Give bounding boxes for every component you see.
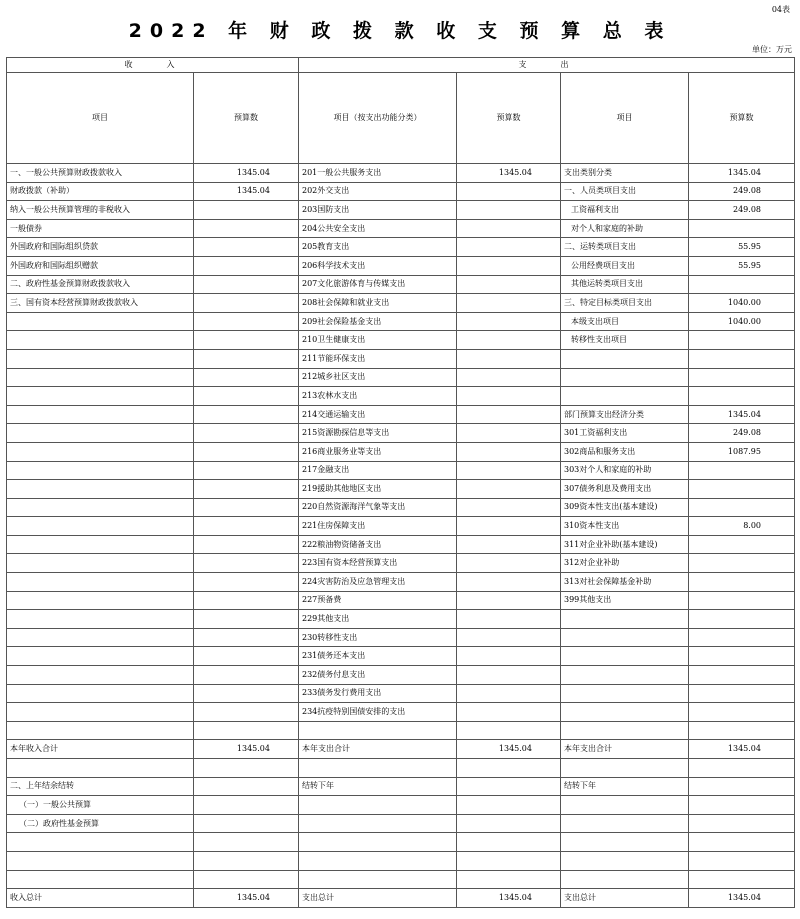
cell-function-item: 结转下年 [299, 777, 457, 796]
cell-category-amount [689, 833, 795, 852]
cell-function-amount [457, 275, 561, 294]
cell-income-amount [194, 517, 299, 536]
cell-category-item: 303对个人和家庭的补助 [561, 461, 689, 480]
cell-category-item [561, 349, 689, 368]
cell-category-amount [689, 796, 795, 815]
cell-category-item [561, 851, 689, 870]
cell-function-item: 217金融支出 [299, 461, 457, 480]
table-row [7, 480, 795, 499]
cell-category-item: 结转下年 [561, 777, 689, 796]
cell-function-item: 支出总计 [299, 889, 457, 908]
cell-function-amount [457, 442, 561, 461]
cell-category-item: 三、特定目标类项目支出 [561, 294, 689, 313]
cell-category-amount [689, 368, 795, 387]
cell-category-amount: 1087.95 [689, 442, 795, 461]
cell-function-item: 223国有资本经营预算支出 [299, 554, 457, 573]
cell-function-amount [457, 777, 561, 796]
cell-income-item [7, 647, 194, 666]
table-row [7, 740, 795, 759]
table-row [7, 684, 795, 703]
cell-function-item: 230转移性支出 [299, 628, 457, 647]
cell-category-item: 部门预算支出经济分类 [561, 405, 689, 424]
cell-income-amount [194, 424, 299, 443]
cell-category-item: 支出总计 [561, 889, 689, 908]
cell-category-item: 二、运转类项目支出 [561, 238, 689, 257]
cell-income-amount [194, 442, 299, 461]
header-income-amount: 预算数 [194, 73, 299, 164]
cell-function-item: 221住房保障支出 [299, 517, 457, 536]
cell-category-item: 302商品和服务支出 [561, 442, 689, 461]
cell-income-item [7, 666, 194, 685]
cell-category-amount: 1345.04 [689, 164, 795, 183]
cell-function-item: 202外交支出 [299, 182, 457, 201]
cell-income-item: 三、国有资本经营预算财政拨款收入 [7, 294, 194, 313]
cell-category-item: 本级支出项目 [561, 312, 689, 331]
cell-category-item: 309资本性支出(基本建设) [561, 498, 689, 517]
cell-function-amount [457, 554, 561, 573]
cell-category-amount [689, 870, 795, 889]
cell-category-amount [689, 498, 795, 517]
cell-function-item: 207文化旅游体育与传媒支出 [299, 275, 457, 294]
cell-category-amount [689, 461, 795, 480]
cell-function-amount [457, 461, 561, 480]
cell-income-item [7, 721, 194, 740]
table-row [7, 461, 795, 480]
cell-function-item: 224灾害防治及应急管理支出 [299, 573, 457, 592]
cell-category-item [561, 721, 689, 740]
cell-income-amount [194, 201, 299, 220]
cell-income-amount [194, 851, 299, 870]
cell-function-item: 206科学技术支出 [299, 256, 457, 275]
cell-function-amount [457, 498, 561, 517]
cell-category-amount [689, 387, 795, 406]
cell-income-item: （一）一般公共预算 [7, 796, 194, 815]
cell-income-amount [194, 666, 299, 685]
table-row [7, 666, 795, 685]
header-category-item: 项目 [561, 73, 689, 164]
cell-function-item: 232债务付息支出 [299, 666, 457, 685]
cell-income-amount [194, 331, 299, 350]
cell-function-amount [457, 666, 561, 685]
cell-category-amount [689, 591, 795, 610]
budget-table [6, 57, 795, 908]
cell-function-item: 214交通运输支出 [299, 405, 457, 424]
cell-function-amount [457, 591, 561, 610]
cell-income-amount [194, 498, 299, 517]
cell-category-amount [689, 777, 795, 796]
cell-income-amount: 1345.04 [194, 164, 299, 183]
cell-function-amount [457, 833, 561, 852]
cell-function-item: 210卫生健康支出 [299, 331, 457, 350]
table-row [7, 275, 795, 294]
cell-category-item: 一、人员类项目支出 [561, 182, 689, 201]
cell-function-amount: 1345.04 [457, 740, 561, 759]
cell-category-amount: 1040.00 [689, 294, 795, 313]
table-row [7, 312, 795, 331]
cell-category-item [561, 684, 689, 703]
cell-income-amount [194, 759, 299, 778]
section-header-row [7, 58, 795, 73]
unit-label: 单位：万元 [752, 45, 792, 54]
table-row [7, 796, 795, 815]
cell-income-item [7, 684, 194, 703]
cell-function-item [299, 833, 457, 852]
cell-category-amount [689, 703, 795, 722]
table-row [7, 349, 795, 368]
table-row [7, 498, 795, 517]
cell-function-item: 204公共安全支出 [299, 219, 457, 238]
cell-function-item: 234抗疫特别国债安排的支出 [299, 703, 457, 722]
cell-function-item [299, 851, 457, 870]
cell-function-item: 227预备费 [299, 591, 457, 610]
cell-category-item: 公用经费项目支出 [561, 256, 689, 275]
table-row [7, 573, 795, 592]
cell-income-item [7, 405, 194, 424]
cell-income-amount [194, 833, 299, 852]
table-row [7, 424, 795, 443]
cell-category-item [561, 703, 689, 722]
cell-function-amount [457, 628, 561, 647]
cell-category-amount [689, 610, 795, 629]
cell-income-amount [194, 870, 299, 889]
cell-category-item [561, 870, 689, 889]
cell-income-item [7, 628, 194, 647]
cell-income-amount [194, 535, 299, 554]
cell-category-item [561, 610, 689, 629]
cell-category-item: 转移性支出项目 [561, 331, 689, 350]
cell-income-item: 二、上年结余结转 [7, 777, 194, 796]
cell-function-amount [457, 256, 561, 275]
cell-income-item: 外国政府和国际组织赠款 [7, 256, 194, 275]
cell-income-amount [194, 684, 299, 703]
cell-function-item: 216商业服务业等支出 [299, 442, 457, 461]
cell-income-item [7, 368, 194, 387]
cell-function-item: 219援助其他地区支出 [299, 480, 457, 499]
cell-income-amount [194, 461, 299, 480]
table-row [7, 554, 795, 573]
cell-function-amount [457, 480, 561, 499]
section-expense: 支 出 [299, 58, 795, 73]
cell-income-amount [194, 219, 299, 238]
column-header-row [7, 73, 795, 164]
cell-category-amount [689, 814, 795, 833]
cell-function-amount [457, 387, 561, 406]
cell-category-amount [689, 851, 795, 870]
form-code: 04表 [771, 5, 790, 14]
table-row [7, 405, 795, 424]
cell-category-amount [689, 554, 795, 573]
cell-income-amount [194, 554, 299, 573]
cell-income-amount [194, 573, 299, 592]
cell-income-item [7, 554, 194, 573]
cell-function-item [299, 870, 457, 889]
header-function-item: 项目（按支出功能分类） [299, 73, 457, 164]
cell-income-amount [194, 387, 299, 406]
cell-income-item [7, 517, 194, 536]
cell-category-amount [689, 219, 795, 238]
cell-income-item [7, 312, 194, 331]
table-row [7, 759, 795, 778]
cell-function-amount [457, 182, 561, 201]
cell-category-amount: 1345.04 [689, 889, 795, 908]
cell-category-amount: 55.95 [689, 256, 795, 275]
table-row [7, 294, 795, 313]
cell-income-item: 收入总计 [7, 889, 194, 908]
cell-category-amount [689, 759, 795, 778]
cell-function-item: 229其他支出 [299, 610, 457, 629]
page-title: 2022 年 财 政 拨 款 收 支 预 算 总 表 [128, 20, 672, 42]
cell-category-amount [689, 684, 795, 703]
cell-income-amount: 1345.04 [194, 182, 299, 201]
cell-function-amount [457, 814, 561, 833]
table-row [7, 219, 795, 238]
cell-income-amount [194, 368, 299, 387]
table-row [7, 182, 795, 201]
cell-function-amount [457, 331, 561, 350]
cell-function-amount [457, 294, 561, 313]
cell-function-item: 209社会保险基金支出 [299, 312, 457, 331]
cell-function-item: 本年支出合计 [299, 740, 457, 759]
cell-income-item: （二）政府性基金预算 [7, 814, 194, 833]
cell-function-amount: 1345.04 [457, 889, 561, 908]
table-row [7, 331, 795, 350]
cell-income-amount [194, 591, 299, 610]
cell-category-amount [689, 535, 795, 554]
cell-income-amount [194, 814, 299, 833]
cell-function-amount [457, 796, 561, 815]
cell-category-amount [689, 480, 795, 499]
table-row [7, 870, 795, 889]
cell-function-item [299, 759, 457, 778]
cell-category-item [561, 814, 689, 833]
table-row [7, 610, 795, 629]
cell-function-amount: 1345.04 [457, 164, 561, 183]
cell-category-amount: 249.08 [689, 424, 795, 443]
cell-category-item [561, 628, 689, 647]
cell-income-item [7, 833, 194, 852]
cell-category-item: 本年支出合计 [561, 740, 689, 759]
cell-income-item [7, 759, 194, 778]
cell-function-item: 233债务发行费用支出 [299, 684, 457, 703]
cell-income-amount [194, 777, 299, 796]
cell-category-item [561, 387, 689, 406]
cell-function-item: 211节能环保支出 [299, 349, 457, 368]
header-category-amount: 预算数 [689, 73, 795, 164]
cell-income-amount: 1345.04 [194, 889, 299, 908]
cell-function-item [299, 721, 457, 740]
cell-category-item: 310资本性支出 [561, 517, 689, 536]
cell-category-item: 其他运转类项目支出 [561, 275, 689, 294]
cell-category-item [561, 796, 689, 815]
cell-function-amount [457, 517, 561, 536]
cell-income-item [7, 591, 194, 610]
cell-income-item: 纳入一般公共预算管理的非税收入 [7, 201, 194, 220]
header-function-amount: 预算数 [457, 73, 561, 164]
cell-function-item: 205教育支出 [299, 238, 457, 257]
table-row [7, 721, 795, 740]
cell-category-item [561, 666, 689, 685]
cell-function-amount [457, 238, 561, 257]
cell-function-amount [457, 721, 561, 740]
cell-function-item: 215资源勘探信息等支出 [299, 424, 457, 443]
cell-category-amount [689, 331, 795, 350]
cell-function-amount [457, 405, 561, 424]
cell-function-amount [457, 647, 561, 666]
cell-income-item [7, 703, 194, 722]
cell-category-item: 对个人和家庭的补助 [561, 219, 689, 238]
cell-income-amount: 1345.04 [194, 740, 299, 759]
cell-category-item [561, 759, 689, 778]
cell-income-amount [194, 610, 299, 629]
cell-function-amount [457, 201, 561, 220]
cell-function-amount [457, 535, 561, 554]
cell-category-amount: 1345.04 [689, 405, 795, 424]
cell-income-item: 一般债券 [7, 219, 194, 238]
cell-income-amount [194, 480, 299, 499]
cell-function-amount [457, 349, 561, 368]
cell-income-amount [194, 256, 299, 275]
cell-income-item [7, 442, 194, 461]
cell-income-item: 一、一般公共预算财政拨款收入 [7, 164, 194, 183]
cell-income-item [7, 870, 194, 889]
cell-category-amount: 1345.04 [689, 740, 795, 759]
cell-income-item [7, 387, 194, 406]
table-row [7, 889, 795, 908]
cell-income-item: 外国政府和国际组织贷款 [7, 238, 194, 257]
table-row [7, 387, 795, 406]
cell-category-item [561, 368, 689, 387]
cell-function-item: 222粮油物资储备支出 [299, 535, 457, 554]
table-row [7, 647, 795, 666]
cell-function-amount [457, 870, 561, 889]
cell-income-item [7, 424, 194, 443]
cell-function-item: 203国防支出 [299, 201, 457, 220]
cell-function-amount [457, 424, 561, 443]
cell-category-amount: 1040.00 [689, 312, 795, 331]
cell-function-amount [457, 368, 561, 387]
cell-category-amount [689, 275, 795, 294]
cell-income-amount [194, 275, 299, 294]
cell-category-amount: 55.95 [689, 238, 795, 257]
cell-category-amount [689, 349, 795, 368]
cell-income-amount [194, 349, 299, 368]
table-row [7, 442, 795, 461]
cell-category-item: 307债务利息及费用支出 [561, 480, 689, 499]
cell-function-amount [457, 312, 561, 331]
table-row [7, 164, 795, 183]
table-row [7, 238, 795, 257]
cell-category-item: 工资福利支出 [561, 201, 689, 220]
cell-category-item [561, 647, 689, 666]
cell-category-item: 311对企业补助(基本建设) [561, 535, 689, 554]
cell-function-item: 201一般公共服务支出 [299, 164, 457, 183]
cell-income-item [7, 498, 194, 517]
cell-function-amount [457, 759, 561, 778]
cell-income-item [7, 535, 194, 554]
cell-category-amount [689, 573, 795, 592]
cell-category-amount: 249.08 [689, 201, 795, 220]
cell-function-amount [457, 851, 561, 870]
table-row [7, 591, 795, 610]
cell-function-amount [457, 219, 561, 238]
cell-category-item: 312对企业补助 [561, 554, 689, 573]
table-row [7, 814, 795, 833]
cell-function-amount [457, 703, 561, 722]
cell-category-amount: 8.00 [689, 517, 795, 536]
cell-category-amount [689, 666, 795, 685]
table-row [7, 368, 795, 387]
table-row [7, 201, 795, 220]
cell-category-item: 301工资福利支出 [561, 424, 689, 443]
table-row [7, 535, 795, 554]
cell-function-amount [457, 573, 561, 592]
cell-function-item: 220自然资源海洋气象等支出 [299, 498, 457, 517]
cell-category-item [561, 833, 689, 852]
cell-income-item [7, 331, 194, 350]
cell-category-amount: 249.08 [689, 182, 795, 201]
header-income-item: 项目 [7, 73, 194, 164]
section-income: 收 入 [7, 58, 299, 73]
table-row [7, 851, 795, 870]
cell-function-amount [457, 684, 561, 703]
cell-category-item: 313对社会保障基金补助 [561, 573, 689, 592]
cell-income-amount [194, 721, 299, 740]
cell-income-item: 二、政府性基金预算财政拨款收入 [7, 275, 194, 294]
cell-function-item: 212城乡社区支出 [299, 368, 457, 387]
cell-income-item [7, 480, 194, 499]
cell-income-amount [194, 238, 299, 257]
cell-income-amount [194, 405, 299, 424]
table-row [7, 833, 795, 852]
cell-income-item [7, 461, 194, 480]
cell-income-amount [194, 703, 299, 722]
cell-income-item: 本年收入合计 [7, 740, 194, 759]
table-row [7, 256, 795, 275]
cell-function-item [299, 796, 457, 815]
cell-function-item: 231债务还本支出 [299, 647, 457, 666]
cell-category-amount [689, 628, 795, 647]
cell-income-item [7, 610, 194, 629]
cell-category-amount [689, 721, 795, 740]
cell-function-item [299, 814, 457, 833]
cell-category-item: 支出类别分类 [561, 164, 689, 183]
table-row [7, 703, 795, 722]
cell-income-item: 财政拨款（补助） [7, 182, 194, 201]
cell-function-item: 213农林水支出 [299, 387, 457, 406]
cell-income-amount [194, 796, 299, 815]
cell-function-amount [457, 610, 561, 629]
cell-income-amount [194, 312, 299, 331]
cell-income-item [7, 851, 194, 870]
cell-function-item: 208社会保障和就业支出 [299, 294, 457, 313]
cell-category-item: 399其他支出 [561, 591, 689, 610]
table-row [7, 517, 795, 536]
cell-income-item [7, 349, 194, 368]
table-row [7, 777, 795, 796]
table-row [7, 628, 795, 647]
cell-income-amount [194, 294, 299, 313]
cell-income-amount [194, 647, 299, 666]
cell-income-item [7, 573, 194, 592]
cell-category-amount [689, 647, 795, 666]
cell-income-amount [194, 628, 299, 647]
